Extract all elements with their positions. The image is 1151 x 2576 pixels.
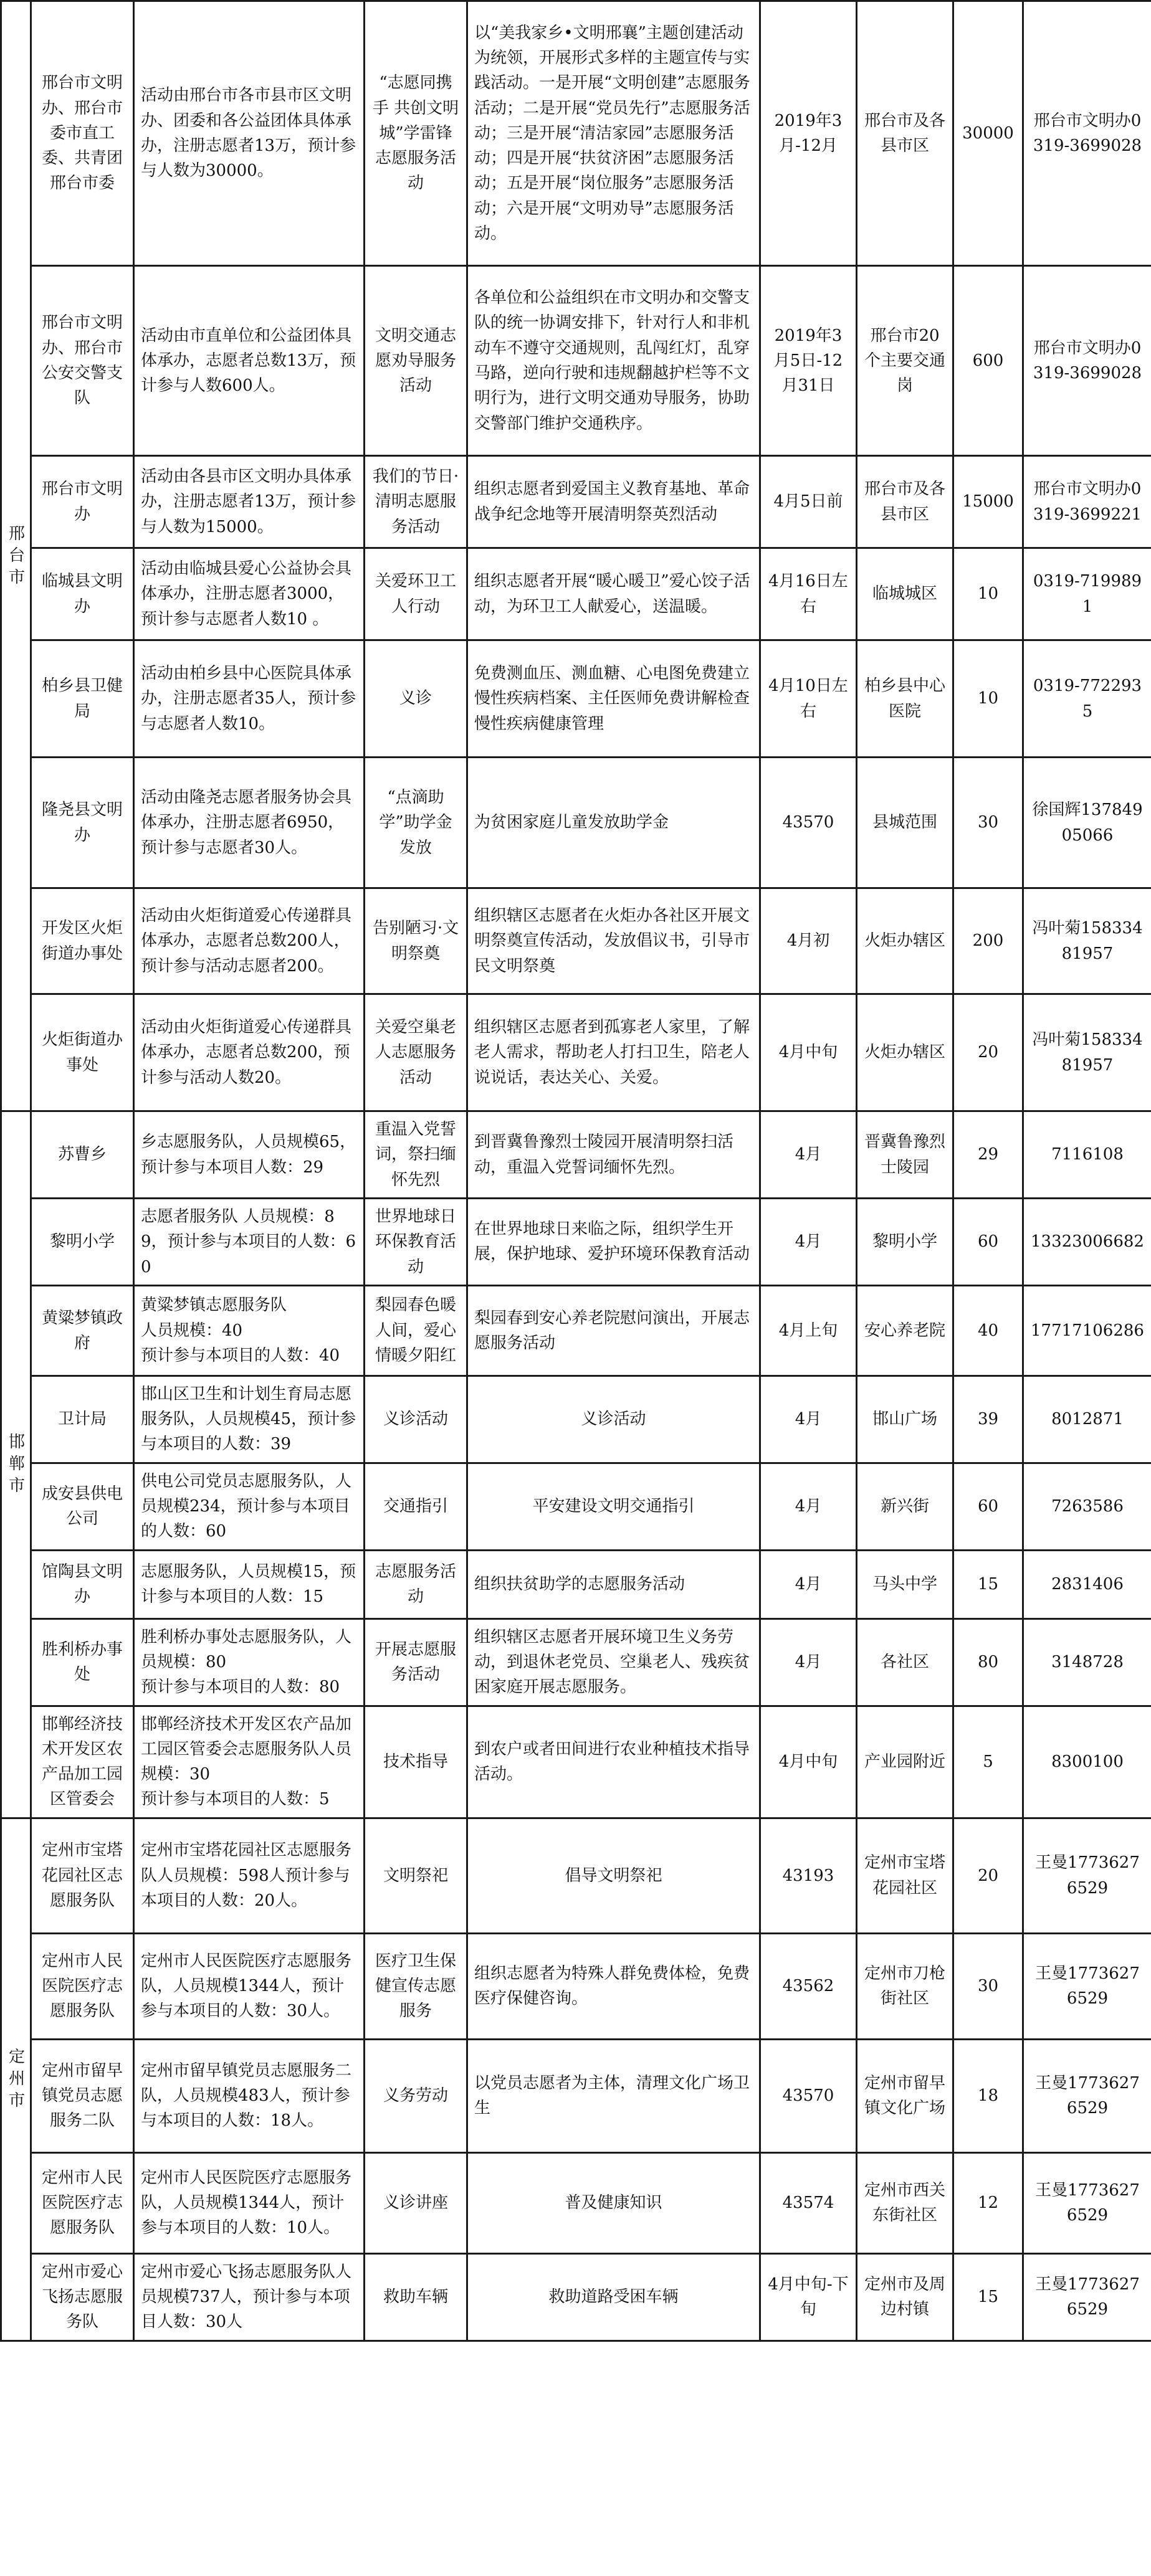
desc-cell: 定州市人民医院医疗志愿服务队，人员规模1344人，预计参与本项目的人数：10人。 [134, 2152, 365, 2253]
org-cell: 成安县供电公司 [31, 1463, 134, 1550]
org-cell: 开发区火炬街道办事处 [31, 888, 134, 994]
desc-cell: 志愿者服务队 人员规模：89，预计参与本项目的人数：60 [134, 1199, 365, 1286]
contact-cell: 0319-7722935 [1023, 640, 1151, 758]
proj-cell: 关爱环卫工人行动 [365, 548, 467, 640]
num-cell: 18 [953, 2039, 1023, 2152]
city-name: 定州市 [8, 2048, 25, 2111]
num-cell: 200 [953, 888, 1023, 994]
org-cell: 苏曹乡 [31, 1111, 134, 1199]
time-cell: 4月 [760, 1111, 857, 1199]
time-cell: 4月10日左右 [760, 640, 857, 758]
desc-cell: 定州市人民医院医疗志愿服务队，人员规模1344人，预计参与本项目的人数：30人。 [134, 1933, 365, 2039]
org-cell: 定州市宝塔花园社区志愿服务队 [31, 1818, 134, 1933]
city-cell [1, 1, 31, 1111]
city-name: 邯郸市 [8, 1433, 25, 1496]
num-cell: 20 [953, 1818, 1023, 1933]
place-cell: 火炬办辖区 [857, 994, 953, 1111]
proj-cell: 梨园春色暖人间，爱心情暖夕阳红 [365, 1285, 467, 1376]
proj-cell: 文明交通志愿劝导服务活动 [365, 266, 467, 456]
place-cell: 邢台市及各县市区 [857, 1, 953, 266]
time-cell: 4月16日左右 [760, 548, 857, 640]
content-cell: 平安建设文明交通指引 [467, 1463, 760, 1550]
table-row [1, 888, 1151, 994]
city-cell [1, 1111, 31, 1818]
desc-cell: 活动由隆尧志愿者服务协会具体承办，注册志愿者6950，预计参与志愿者30人。 [134, 758, 365, 888]
table-row [1, 2253, 1151, 2341]
proj-cell: 文明祭祀 [365, 1818, 467, 1933]
place-cell: 各社区 [857, 1618, 953, 1706]
desc-cell: 活动由火炬街道爱心传递群具体承办，志愿者总数200，预计参与活动人数20。 [134, 994, 365, 1111]
num-cell: 80 [953, 1618, 1023, 1706]
org-cell: 邯郸经济技术开发区农产品加工园区管委会 [31, 1706, 134, 1818]
content-cell: 到农户或者田间进行农业种植技术指导活动。 [467, 1706, 760, 1818]
desc-cell: 乡志愿服务队，人员规模65，预计参与本项目人数：29 [134, 1111, 365, 1199]
contact-cell: 7116108 [1023, 1111, 1151, 1199]
proj-cell: 救助车辆 [365, 2253, 467, 2341]
num-cell: 15000 [953, 456, 1023, 548]
time-cell: 4月中旬 [760, 994, 857, 1111]
org-cell: 馆陶县文明办 [31, 1550, 134, 1618]
place-cell: 定州市刀枪街社区 [857, 1933, 953, 2039]
table-row [1, 994, 1151, 1111]
table-row [1, 1285, 1151, 1376]
content-cell: 梨园春到安心养老院慰问演出，开展志愿服务活动 [467, 1285, 760, 1376]
contact-cell: 8012871 [1023, 1376, 1151, 1463]
num-cell: 29 [953, 1111, 1023, 1199]
contact-cell: 王曼17736276529 [1023, 1933, 1151, 2039]
desc-cell: 供电公司党员志愿服务队，人员规模234，预计参与本项目的人数：60 [134, 1463, 365, 1550]
proj-cell: 关爱空巢老人志愿服务活动 [365, 994, 467, 1111]
proj-cell: 世界地球日环保教育活动 [365, 1199, 467, 1286]
num-cell: 40 [953, 1285, 1023, 1376]
proj-cell: 交通指引 [365, 1463, 467, 1550]
desc-cell: 活动由各县市区文明办具体承办，注册志愿者13万，预计参与人数为15000。 [134, 456, 365, 548]
contact-cell: 邢台市文明办0319-3699028 [1023, 266, 1151, 456]
table-row [1, 1, 1151, 266]
contact-cell: 0319-7199891 [1023, 548, 1151, 640]
contact-cell: 8300100 [1023, 1706, 1151, 1818]
time-cell: 4月 [760, 1618, 857, 1706]
org-cell: 邢台市文明办、邢台市公安交警支队 [31, 266, 134, 456]
table-row [1, 1618, 1151, 1706]
content-cell: 义诊活动 [467, 1376, 760, 1463]
org-cell: 邢台市文明办、邢台市委市直工委、共青团邢台市委 [31, 1, 134, 266]
time-cell: 43574 [760, 2152, 857, 2253]
place-cell: 新兴街 [857, 1463, 953, 1550]
num-cell: 30 [953, 1933, 1023, 2039]
city-name: 邢台市 [8, 524, 25, 587]
org-cell: 临城县文明办 [31, 548, 134, 640]
contact-cell: 7263586 [1023, 1463, 1151, 1550]
desc-cell: 胜利桥办事处志愿服务队，人员规模：80 预计参与本项目的人数：80 [134, 1618, 365, 1706]
desc-cell: 活动由市直单位和公益团体具体承办，志愿者总数13万，预计参与人数600人。 [134, 266, 365, 456]
contact-cell: 王曼17736276529 [1023, 2253, 1151, 2341]
proj-cell: 义诊讲座 [365, 2152, 467, 2253]
num-cell: 60 [953, 1199, 1023, 1286]
contact-cell: 13323006682 [1023, 1199, 1151, 1286]
org-cell: 定州市人民医院医疗志愿服务队 [31, 1933, 134, 2039]
content-cell: 普及健康知识 [467, 2152, 760, 2253]
org-cell: 黄粱梦镇政府 [31, 1285, 134, 1376]
table-row [1, 1111, 1151, 1199]
org-cell: 卫计局 [31, 1376, 134, 1463]
org-cell: 柏乡县卫健局 [31, 640, 134, 758]
contact-cell: 邢台市文明办0319-3699028 [1023, 1, 1151, 266]
proj-cell: 志愿服务活动 [365, 1550, 467, 1618]
num-cell: 15 [953, 2253, 1023, 2341]
desc-cell: 活动由火炬街道爱心传递群具体承办，志愿者总数200人，预计参与活动志愿者200。 [134, 888, 365, 994]
num-cell: 12 [953, 2152, 1023, 2253]
num-cell: 10 [953, 548, 1023, 640]
content-cell: 组织辖区志愿者到孤寡老人家里，了解老人需求，帮助老人打扫卫生，陪老人说说话，表达关心、关爱。 [467, 994, 760, 1111]
time-cell: 4月5日前 [760, 456, 857, 548]
place-cell: 邢台市及各县市区 [857, 456, 953, 548]
content-cell: 各单位和公益组织在市文明办和交警支队的统一协调安排下，针对行人和非机动车不遵守交通规则，乱闯红灯，乱穿马路，逆向行驶和违规翻越护栏等不文明行为，进行文明交通劝导服务，协助交警部门维护交通秩序。 [467, 266, 760, 456]
desc-cell: 邯郸经济技术开发区农产品加工园区管委会志愿服务队人员规模：30 预计参与本项目的人数：5 [134, 1706, 365, 1818]
time-cell: 4月 [760, 1463, 857, 1550]
content-cell: 为贫困家庭儿童发放助学金 [467, 758, 760, 888]
num-cell: 15 [953, 1550, 1023, 1618]
place-cell: 邯山广场 [857, 1376, 953, 1463]
time-cell: 4月 [760, 1550, 857, 1618]
table-row [1, 1550, 1151, 1618]
time-cell: 4月中旬 [760, 1706, 857, 1818]
time-cell: 43570 [760, 2039, 857, 2152]
content-cell: 倡导文明祭祀 [467, 1818, 760, 1933]
desc-cell: 定州市宝塔花园社区志愿服务队人员规模：598人预计参与本项目的人数：20人。 [134, 1818, 365, 1933]
org-cell: 邢台市文明办 [31, 456, 134, 548]
num-cell: 20 [953, 994, 1023, 1111]
proj-cell: “点滴助学”助学金发放 [365, 758, 467, 888]
num-cell: 600 [953, 266, 1023, 456]
contact-cell: 3148728 [1023, 1618, 1151, 1706]
table-row [1, 1933, 1151, 2039]
place-cell: 安心养老院 [857, 1285, 953, 1376]
contact-cell: 冯叶菊15833481957 [1023, 994, 1151, 1111]
num-cell: 5 [953, 1706, 1023, 1818]
org-cell: 定州市人民医院医疗志愿服务队 [31, 2152, 134, 2253]
num-cell: 60 [953, 1463, 1023, 1550]
contact-cell: 王曼17736276529 [1023, 2039, 1151, 2152]
desc-cell: 定州市爱心飞扬志愿服务队人员规模737人，预计参与本项目人数：30人 [134, 2253, 365, 2341]
time-cell: 4月初 [760, 888, 857, 994]
place-cell: 县城范围 [857, 758, 953, 888]
desc-cell: 黄粱梦镇志愿服务队 人员规模：40 预计参与本项目的人数：40 [134, 1285, 365, 1376]
org-cell: 定州市留早镇党员志愿服务二队 [31, 2039, 134, 2152]
contact-cell: 徐国辉13784905066 [1023, 758, 1151, 888]
content-cell: 组织志愿者到爱国主义教育基地、革命战争纪念地等开展清明祭英烈活动 [467, 456, 760, 548]
proj-cell: 技术指导 [365, 1706, 467, 1818]
desc-cell: 活动由邢台市各市县市区文明办、团委和各公益团体具体承办，注册志愿者13万，预计参与人数为30000。 [134, 1, 365, 266]
table-row [1, 758, 1151, 888]
proj-cell: 重温入党誓词，祭扫缅怀先烈 [365, 1111, 467, 1199]
place-cell: 定州市及周边村镇 [857, 2253, 953, 2341]
num-cell: 39 [953, 1376, 1023, 1463]
time-cell: 43570 [760, 758, 857, 888]
content-cell: 在世界地球日来临之际，组织学生开展，保护地球、爱护环境环保教育活动 [467, 1199, 760, 1286]
time-cell: 2019年3月-12月 [760, 1, 857, 266]
proj-cell: 开展志愿服务活动 [365, 1618, 467, 1706]
time-cell: 2019年3月5日-12月31日 [760, 266, 857, 456]
place-cell: 黎明小学 [857, 1199, 953, 1286]
num-cell: 30 [953, 758, 1023, 888]
contact-cell: 2831406 [1023, 1550, 1151, 1618]
num-cell: 30000 [953, 1, 1023, 266]
content-cell: 组织志愿者开展“暖心暖卫”爱心饺子活动，为环卫工人献爱心，送温暖。 [467, 548, 760, 640]
contact-cell: 王曼17736276529 [1023, 2152, 1151, 2253]
place-cell: 邢台市20个主要交通岗 [857, 266, 953, 456]
proj-cell: “志愿同携手 共创文明城”学雷锋志愿服务活动 [365, 1, 467, 266]
table-row [1, 2152, 1151, 2253]
proj-cell: 义务劳动 [365, 2039, 467, 2152]
time-cell: 4月 [760, 1376, 857, 1463]
org-cell: 胜利桥办事处 [31, 1618, 134, 1706]
org-cell: 黎明小学 [31, 1199, 134, 1286]
table-row [1, 1706, 1151, 1818]
content-cell: 组织志愿者为特殊人群免费体检，免费医疗保健咨询。 [467, 1933, 760, 2039]
content-cell: 组织扶贫助学的志愿服务活动 [467, 1550, 760, 1618]
content-cell: 到晋冀鲁豫烈士陵园开展清明祭扫活动，重温入党誓词缅怀先烈。 [467, 1111, 760, 1199]
place-cell: 柏乡县中心医院 [857, 640, 953, 758]
place-cell: 定州市留早镇文化广场 [857, 2039, 953, 2152]
place-cell: 马头中学 [857, 1550, 953, 1618]
place-cell: 产业园附近 [857, 1706, 953, 1818]
contact-cell: 冯叶菊15833481957 [1023, 888, 1151, 994]
desc-cell: 活动由临城县爱心公益协会具体承办，注册志愿者3000，预计参与志愿者人数10 。 [134, 548, 365, 640]
content-cell: 以党员志愿者为主体，清理文化广场卫生 [467, 2039, 760, 2152]
proj-cell: 义诊活动 [365, 1376, 467, 1463]
city-cell [1, 1818, 31, 2341]
content-cell: 以“美我家乡•文明邢襄”主题创建活动为统领，开展形式多样的主题宣传与实践活动。一是开展“文明创建”志愿服务活动；二是开展“党员先行”志愿服务活动；三是开展“清洁家园”志愿服务活动；四是开展“扶贫济困”志愿服务活动；五是开展“岗位服务”志愿服务活动；六是开展“文明劝导”志愿服务活动。 [467, 1, 760, 266]
place-cell: 临城城区 [857, 548, 953, 640]
org-cell: 定州市爱心飞扬志愿服务队 [31, 2253, 134, 2341]
table-row [1, 266, 1151, 456]
org-cell: 火炬街道办事处 [31, 994, 134, 1111]
time-cell: 43193 [760, 1818, 857, 1933]
table-row [1, 548, 1151, 640]
table-row [1, 1376, 1151, 1463]
content-cell: 免费测血压、测血糖、心电图免费建立慢性疾病档案、主任医师免费讲解检查慢性疾病健康管理 [467, 640, 760, 758]
table-row [1, 1199, 1151, 1286]
content-cell: 救助道路受困车辆 [467, 2253, 760, 2341]
time-cell: 4月中旬-下旬 [760, 2253, 857, 2341]
proj-cell: 义诊 [365, 640, 467, 758]
content-cell: 组织辖区志愿者开展环境卫生义务劳动，到退休老党员、空巢老人、残疾贫困家庭开展志愿服务。 [467, 1618, 760, 1706]
org-cell: 隆尧县文明办 [31, 758, 134, 888]
desc-cell: 志愿服务队，人员规模15，预计参与本项目的人数：15 [134, 1550, 365, 1618]
time-cell: 43562 [760, 1933, 857, 2039]
contact-cell: 王曼17736276529 [1023, 1818, 1151, 1933]
table-row [1, 2039, 1151, 2152]
time-cell: 4月上旬 [760, 1285, 857, 1376]
proj-cell: 告别陋习·文明祭奠 [365, 888, 467, 994]
contact-cell: 邢台市文明办0319-3699221 [1023, 456, 1151, 548]
desc-cell: 活动由柏乡县中心医院具体承办，注册志愿者35人，预计参与志愿者人数10。 [134, 640, 365, 758]
time-cell: 4月 [760, 1199, 857, 1286]
table-row [1, 640, 1151, 758]
place-cell: 定州市西关东街社区 [857, 2152, 953, 2253]
place-cell: 晋冀鲁豫烈士陵园 [857, 1111, 953, 1199]
contact-cell: 17717106286 [1023, 1285, 1151, 1376]
proj-cell: 我们的节日·清明志愿服务活动 [365, 456, 467, 548]
desc-cell: 定州市留早镇党员志愿服务二队，人员规模483人，预计参与本项目的人数：18人。 [134, 2039, 365, 2152]
table-row [1, 456, 1151, 548]
content-cell: 组织辖区志愿者在火炬办各社区开展文明祭奠宣传活动，发放倡议书，引导市民文明祭奠 [467, 888, 760, 994]
num-cell: 10 [953, 640, 1023, 758]
place-cell: 定州市宝塔花园社区 [857, 1818, 953, 1933]
table-row [1, 1818, 1151, 1933]
table-row [1, 1463, 1151, 1550]
place-cell: 火炬办辖区 [857, 888, 953, 994]
proj-cell: 医疗卫生保健宣传志愿服务 [365, 1933, 467, 2039]
desc-cell: 邯山区卫生和计划生育局志愿服务队，人员规模45，预计参与本项目的人数：39 [134, 1376, 365, 1463]
